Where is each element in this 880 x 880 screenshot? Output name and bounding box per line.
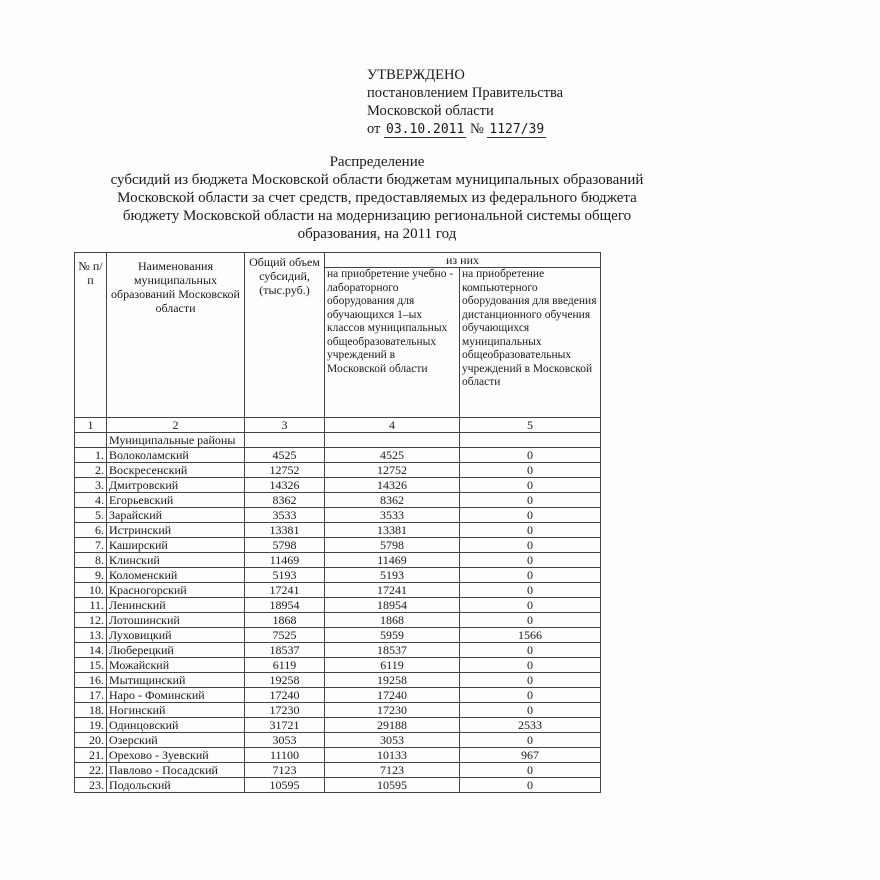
index-cell: 4 — [325, 418, 460, 433]
table-row — [75, 778, 601, 793]
row-total: 19258 — [245, 673, 325, 688]
table-row — [75, 538, 601, 553]
header-name: Наименования муниципальных образований Московской области — [107, 253, 245, 418]
row-municipality: Павлово - Посадский — [107, 763, 245, 778]
row-number: 19. — [75, 718, 107, 733]
row-total: 12752 — [245, 463, 325, 478]
index-cell: 1 — [75, 418, 107, 433]
row-municipality: Озерский — [107, 733, 245, 748]
row-number: 15. — [75, 658, 107, 673]
row-municipality: Подольский — [107, 778, 245, 793]
approval-stamp — [367, 66, 607, 139]
table-row — [75, 553, 601, 568]
row-number: 9. — [75, 568, 107, 583]
row-computer-equipment: 0 — [460, 613, 601, 628]
row-computer-equipment: 0 — [460, 568, 601, 583]
row-number: 10. — [75, 583, 107, 598]
table-row — [75, 733, 601, 748]
table-row — [75, 493, 601, 508]
row-municipality: Каширский — [107, 538, 245, 553]
row-lab-equipment: 5193 — [325, 568, 460, 583]
row-lab-equipment: 13381 — [325, 523, 460, 538]
row-total: 7123 — [245, 763, 325, 778]
table-row — [75, 583, 601, 598]
row-number: 16. — [75, 673, 107, 688]
row-total: 1868 — [245, 613, 325, 628]
subsidy-table — [74, 252, 601, 793]
row-number: 4. — [75, 493, 107, 508]
row-lab-equipment: 17241 — [325, 583, 460, 598]
header-col5: на приобретение компьютерного оборудования для введения дистанционного обучения обучающихся муниципальных общеобразовательных учреждений в Московской области — [460, 268, 601, 418]
approval-prefix: от — [367, 121, 381, 137]
table-row — [75, 748, 601, 763]
row-total: 5193 — [245, 568, 325, 583]
row-number: 3. — [75, 478, 107, 493]
row-total: 31721 — [245, 718, 325, 733]
approval-date-line — [367, 120, 607, 139]
table-row — [75, 643, 601, 658]
row-computer-equipment: 0 — [460, 523, 601, 538]
row-computer-equipment: 0 — [460, 703, 601, 718]
row-number: 12. — [75, 613, 107, 628]
row-total: 5798 — [245, 538, 325, 553]
row-lab-equipment: 8362 — [325, 493, 460, 508]
row-computer-equipment: 2533 — [460, 718, 601, 733]
approval-date: 03.10.2011 — [386, 122, 465, 137]
row-total: 3053 — [245, 733, 325, 748]
row-municipality: Ногинский — [107, 703, 245, 718]
row-computer-equipment: 1566 — [460, 628, 601, 643]
row-total: 11469 — [245, 553, 325, 568]
row-total: 17241 — [245, 583, 325, 598]
title-line: образования, на 2011 год — [297, 226, 457, 242]
table-row — [75, 688, 601, 703]
header-of-them: из них — [325, 253, 601, 268]
row-municipality: Лотошинский — [107, 613, 245, 628]
row-number: 11. — [75, 598, 107, 613]
row-total: 14326 — [245, 478, 325, 493]
row-computer-equipment: 0 — [460, 478, 601, 493]
row-computer-equipment: 0 — [460, 688, 601, 703]
row-total: 17230 — [245, 703, 325, 718]
row-number: 1. — [75, 448, 107, 463]
row-computer-equipment: 0 — [460, 553, 601, 568]
table-row — [75, 628, 601, 643]
row-total: 18537 — [245, 643, 325, 658]
row-lab-equipment: 19258 — [325, 673, 460, 688]
row-total: 4525 — [245, 448, 325, 463]
row-computer-equipment: 0 — [460, 763, 601, 778]
section-row — [75, 433, 601, 448]
row-municipality: Зарайский — [107, 508, 245, 523]
row-lab-equipment: 12752 — [325, 463, 460, 478]
table-row — [75, 568, 601, 583]
row-total: 8362 — [245, 493, 325, 508]
row-number: 22. — [75, 763, 107, 778]
title-line: Распределение — [329, 154, 425, 170]
row-lab-equipment: 5798 — [325, 538, 460, 553]
row-municipality: Мытищинский — [107, 673, 245, 688]
title-line: субсидий из бюджета Московской области бюджетам муниципальных образований — [110, 172, 644, 188]
index-cell: 2 — [107, 418, 245, 433]
row-lab-equipment: 10133 — [325, 748, 460, 763]
row-computer-equipment: 0 — [460, 673, 601, 688]
row-lab-equipment: 17240 — [325, 688, 460, 703]
row-municipality: Луховицкий — [107, 628, 245, 643]
row-number: 17. — [75, 688, 107, 703]
row-municipality: Ленинский — [107, 598, 245, 613]
row-lab-equipment: 18954 — [325, 598, 460, 613]
row-municipality: Красногорский — [107, 583, 245, 598]
row-lab-equipment: 5959 — [325, 628, 460, 643]
table-row — [75, 703, 601, 718]
table-row — [75, 718, 601, 733]
row-municipality: Волоколамский — [107, 448, 245, 463]
row-lab-equipment: 7123 — [325, 763, 460, 778]
row-computer-equipment: 0 — [460, 448, 601, 463]
table-row — [75, 673, 601, 688]
table-row — [75, 448, 601, 463]
row-municipality: Коломенский — [107, 568, 245, 583]
header-total: Общий объем субсидий, (тыс.руб.) — [245, 253, 325, 418]
row-computer-equipment: 0 — [460, 463, 601, 478]
table-row — [75, 613, 601, 628]
row-computer-equipment: 0 — [460, 508, 601, 523]
section-label: Муниципальные районы — [107, 433, 245, 448]
row-total: 13381 — [245, 523, 325, 538]
row-lab-equipment: 11469 — [325, 553, 460, 568]
row-total: 18954 — [245, 598, 325, 613]
table-row — [75, 598, 601, 613]
row-number: 7. — [75, 538, 107, 553]
row-computer-equipment: 0 — [460, 733, 601, 748]
row-municipality: Истринский — [107, 523, 245, 538]
row-number: 20. — [75, 733, 107, 748]
approval-number: 1127/39 — [489, 122, 545, 137]
header-col4: на приобретение учебно - лабораторного оборудования для обучающихся 1–ых классов муниципальных общеобразовательных учреждений в Московской области — [325, 268, 460, 418]
row-number: 18. — [75, 703, 107, 718]
row-computer-equipment: 0 — [460, 583, 601, 598]
table-row — [75, 508, 601, 523]
row-lab-equipment: 4525 — [325, 448, 460, 463]
row-lab-equipment: 29188 — [325, 718, 460, 733]
approval-body-line: Московской области — [367, 103, 494, 119]
row-computer-equipment: 0 — [460, 658, 601, 673]
row-computer-equipment: 0 — [460, 538, 601, 553]
title-line: Московской области за счет средств, предоставляемых из федерального бюджета — [117, 190, 637, 206]
row-lab-equipment: 1868 — [325, 613, 460, 628]
row-municipality: Одинцовский — [107, 718, 245, 733]
row-total: 7525 — [245, 628, 325, 643]
table-row — [75, 523, 601, 538]
row-municipality: Дмитровский — [107, 478, 245, 493]
row-number: 21. — [75, 748, 107, 763]
index-cell: 3 — [245, 418, 325, 433]
row-number: 23. — [75, 778, 107, 793]
row-total: 17240 — [245, 688, 325, 703]
row-total: 3533 — [245, 508, 325, 523]
approval-number-sign: № — [469, 121, 484, 137]
row-municipality: Воскресенский — [107, 463, 245, 478]
row-total: 6119 — [245, 658, 325, 673]
row-lab-equipment: 6119 — [325, 658, 460, 673]
title-line: бюджету Московской области на модернизацию региональной системы общего — [122, 208, 632, 224]
row-municipality: Люберецкий — [107, 643, 245, 658]
row-municipality: Орехово - Зуевский — [107, 748, 245, 763]
document-title — [52, 153, 702, 243]
header-number: № п/п — [75, 253, 107, 418]
row-computer-equipment: 0 — [460, 643, 601, 658]
row-lab-equipment: 14326 — [325, 478, 460, 493]
row-computer-equipment: 0 — [460, 493, 601, 508]
table-row — [75, 763, 601, 778]
approval-body-line: постановлением Правительства — [367, 85, 564, 101]
row-computer-equipment: 0 — [460, 598, 601, 613]
row-municipality: Клинский — [107, 553, 245, 568]
approval-title: УТВЕРЖДЕНО — [367, 67, 465, 83]
row-number: 2. — [75, 463, 107, 478]
row-lab-equipment: 18537 — [325, 643, 460, 658]
row-lab-equipment: 17230 — [325, 703, 460, 718]
row-municipality: Можайский — [107, 658, 245, 673]
index-cell: 5 — [460, 418, 601, 433]
row-municipality: Егорьевский — [107, 493, 245, 508]
row-municipality: Наро - Фоминский — [107, 688, 245, 703]
row-number: 8. — [75, 553, 107, 568]
row-lab-equipment: 10595 — [325, 778, 460, 793]
row-total: 11100 — [245, 748, 325, 763]
row-computer-equipment: 967 — [460, 748, 601, 763]
row-number: 5. — [75, 508, 107, 523]
table-row — [75, 658, 601, 673]
row-number: 14. — [75, 643, 107, 658]
row-lab-equipment: 3533 — [325, 508, 460, 523]
index-row — [75, 418, 601, 433]
table-row — [75, 478, 601, 493]
row-computer-equipment: 0 — [460, 778, 601, 793]
row-lab-equipment: 3053 — [325, 733, 460, 748]
row-number: 6. — [75, 523, 107, 538]
row-total: 10595 — [245, 778, 325, 793]
table-row — [75, 463, 601, 478]
row-number: 13. — [75, 628, 107, 643]
